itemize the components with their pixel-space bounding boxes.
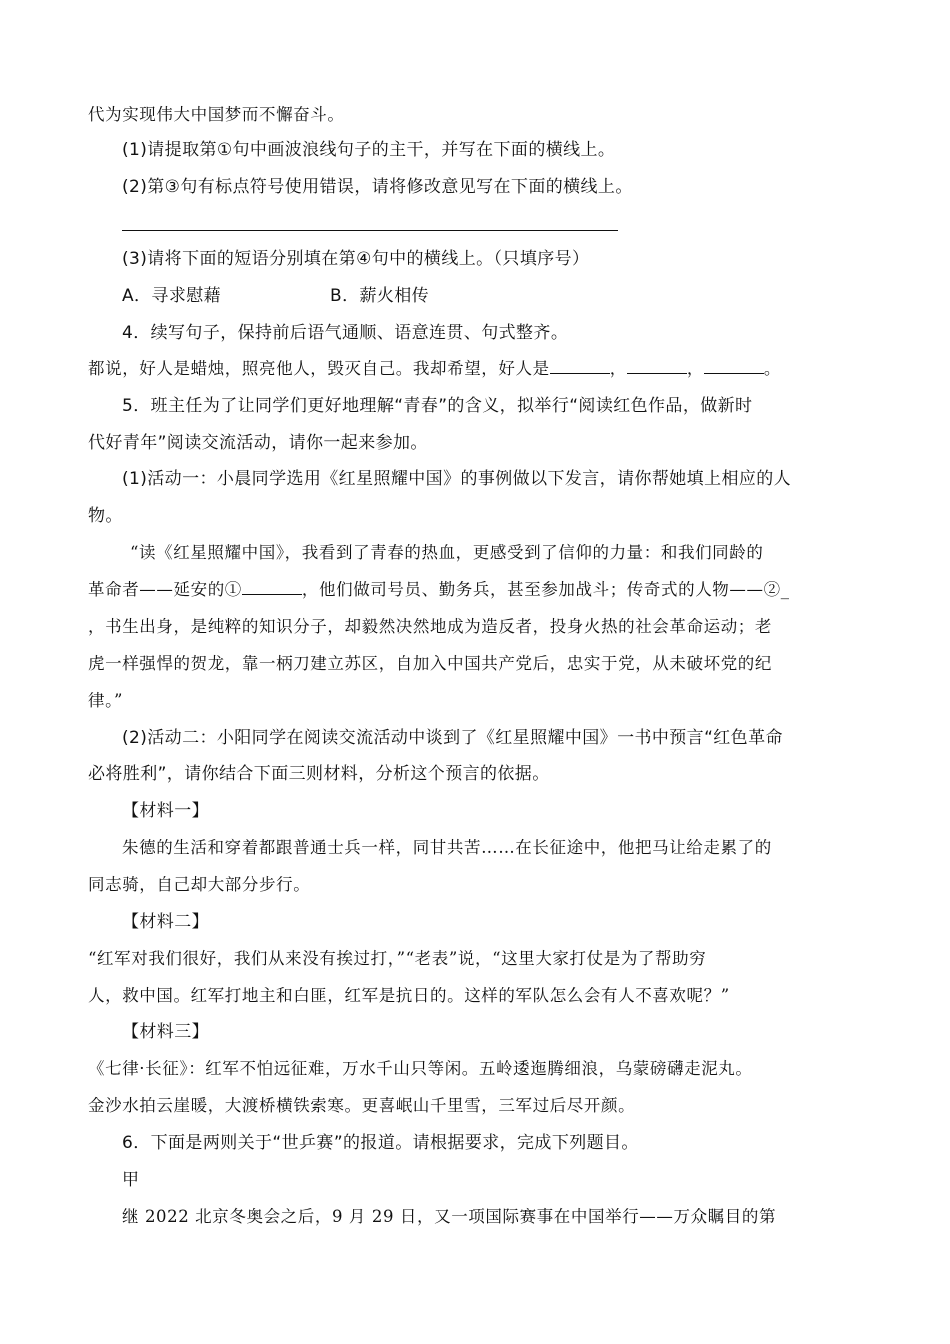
fill-blank [550, 357, 610, 374]
question-4: 4．续写句子，保持前后语气通顺、语意连贯、句式整齐。 [122, 323, 569, 343]
quote-line: “读《红星照耀中国》，我看到了青春的热血，更感受到了信仰的力量：和我们同龄的 [130, 543, 764, 562]
question-5-2: (2)活动二：小阳同学在阅读交流活动中谈到了《红星照耀中国》一书中预言“红色革命 [122, 728, 783, 748]
material-text: 同志骑，自己却大部分步行。 [88, 875, 311, 894]
material-text: 人，救中国。红军打地主和白匪，红军是抗日的。这样的军队怎么会有人不喜欢呢？” [88, 986, 730, 1005]
fill-blank [242, 578, 302, 595]
question-6: 6．下面是两则关于“世乒赛”的报道。请根据要求，完成下列题目。 [122, 1133, 639, 1153]
question-4-sentence [88, 357, 781, 381]
quote-line [88, 578, 790, 602]
option-a: A．寻求慰藉 [122, 286, 222, 306]
quote-line: 虎一样强悍的贺龙，靠一柄刀建立苏区，自加入中国共产党后，忠实于党，从未破坏党的纪 [88, 654, 772, 673]
material-text: 《七律·长征》：红军不怕远征难，万水千山只等闲。五岭逶迤腾细浪，乌蒙磅礴走泥丸。 [88, 1059, 753, 1078]
question-5: 5．班主任为了让同学们更好地理解“青春”的含义，拟举行“阅读红色作品，做新时 [122, 396, 753, 416]
material-heading: 【材料一】 [122, 801, 209, 821]
material-heading: 【材料二】 [122, 912, 209, 932]
answer-line [122, 230, 618, 231]
option-b: B．薪火相传 [330, 286, 430, 306]
text-line: 必将胜利”，请你结合下面三则材料，分析这个预言的依据。 [88, 764, 550, 784]
question-5-1: (1)活动一：小晨同学选用《红星照耀中国》的事例做以下发言，请你帮她填上相应的人 [122, 469, 792, 489]
comma: ， [686, 359, 704, 378]
quote-line: 律。” [88, 691, 123, 710]
period: 。 [763, 359, 782, 378]
fill-blank [627, 357, 687, 374]
question-3-1: (1)请提取第①句中画波浪线句子的主干，并写在下面的横线上。 [122, 140, 616, 160]
material-text: 金沙水拍云崖暖，大渡桥横铁索寒。更喜岷山千里雪，三军过后尽开颜。 [88, 1096, 636, 1115]
question-3-2: (2)第③句有标点符号使用错误，请将修改意见写在下面的横线上。 [122, 177, 633, 197]
sentence-text: 都说，好人是蜡烛，照亮他人，毁灭自己。我却希望，好人是 [88, 359, 550, 378]
passage-label: 甲 [122, 1170, 140, 1190]
question-3-3: (3)请将下面的短语分别填在第④句中的横线上。（只填序号） [122, 249, 590, 269]
comma: ， [609, 359, 627, 378]
fill-blank [704, 357, 764, 374]
material-text: 朱德的生活和穿着都跟普通士兵一样，同甘共苦……在长征途中，他把马让给走累了的 [122, 838, 772, 857]
text-line: 代为实现伟大中国梦而不懈奋斗。 [88, 105, 345, 124]
material-text: “红军对我们很好，我们从来没有挨过打，”“老表”说，“这里大家打仗是为了帮助穷 [88, 949, 707, 968]
quote-text: ，他们做司号员、勤务兵，甚至参加战斗；传奇式的人物——②_ [301, 580, 790, 599]
quote-text: 革命者——延安的① [88, 580, 242, 599]
material-heading: 【材料三】 [122, 1022, 209, 1042]
passage-text: 继 2022 北京冬奥会之后，9 月 29 日，又一项国际赛事在中国举行——万众瞩目的第 [122, 1207, 777, 1226]
text-line: 物。 [88, 506, 123, 526]
quote-line: ，书生出身，是纯粹的知识分子，却毅然决然地成为造反者，投身火热的社会革命运动；老 [88, 617, 772, 636]
text-line: 代好青年”阅读交流活动，请你一起来参加。 [88, 433, 428, 453]
